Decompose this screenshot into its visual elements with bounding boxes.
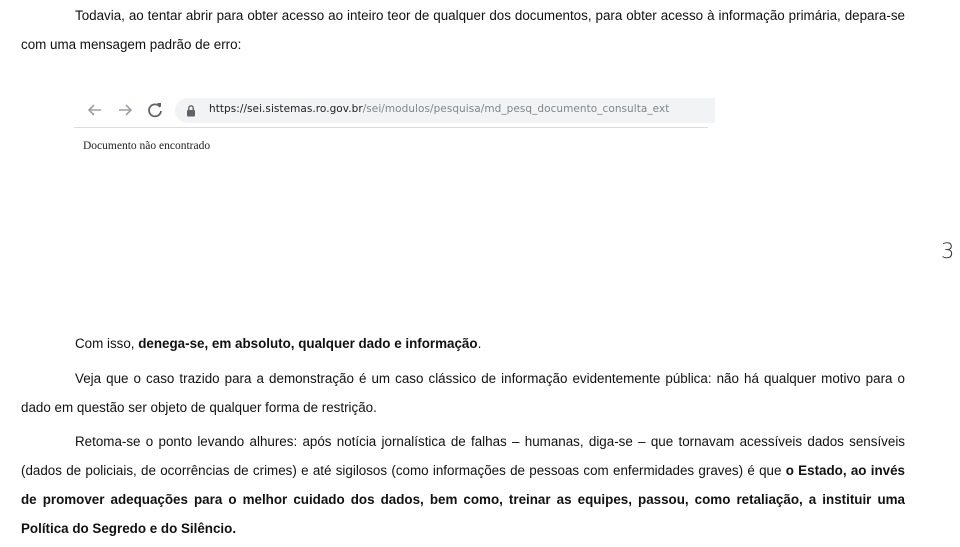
address-bar[interactable] [175,98,715,123]
arrow-forward-icon[interactable] [114,99,136,121]
page-number: 3 [941,239,955,263]
browser-toolbar [74,95,708,128]
url-text: https://sei.sistemas.ro.gov.br/sei/modulos/pesquisa/md_pesq_documento_consulta_ext [209,103,670,115]
error-message: Documento não encontrado [83,140,211,152]
paragraph-public-info: Veja que o caso trazido para a demonstração é um caso clássico de informação evidentemente pública: não há qualquer motivo para o dado em questão ser objeto de qualquer forma de restrição. [21,371,905,415]
paragraph-retaliation: Retoma-se o ponto levando alhures: após notícia jornalística de falhas – humanas, diga-se – que tornavam acessíveis dados sensíveis (dados de policiais, de ocorrências de crimes) e até sigilosos (como informações de pessoas com enfermidades graves) é que o Estado, ao invés de promover adequações para o melhor cuidado dos dados, bem como, treinar as equipes, passou, como retaliação, a instituir uma Política do Segredo e do Silêncio. [21,434,905,536]
browser-screenshot [74,95,708,165]
reload-icon[interactable] [144,99,166,121]
arrow-back-icon[interactable] [84,99,106,121]
lock-icon [185,104,197,117]
paragraph-intro: Todavia, ao tentar abrir para obter acesso ao inteiro teor de qualquer dos documentos, para obter acesso à informação primária, depara-se com uma mensagem padrão de erro: [21,8,905,52]
paragraph-denial: Com isso, denega-se, em absoluto, qualquer dado e informação. [75,336,482,351]
